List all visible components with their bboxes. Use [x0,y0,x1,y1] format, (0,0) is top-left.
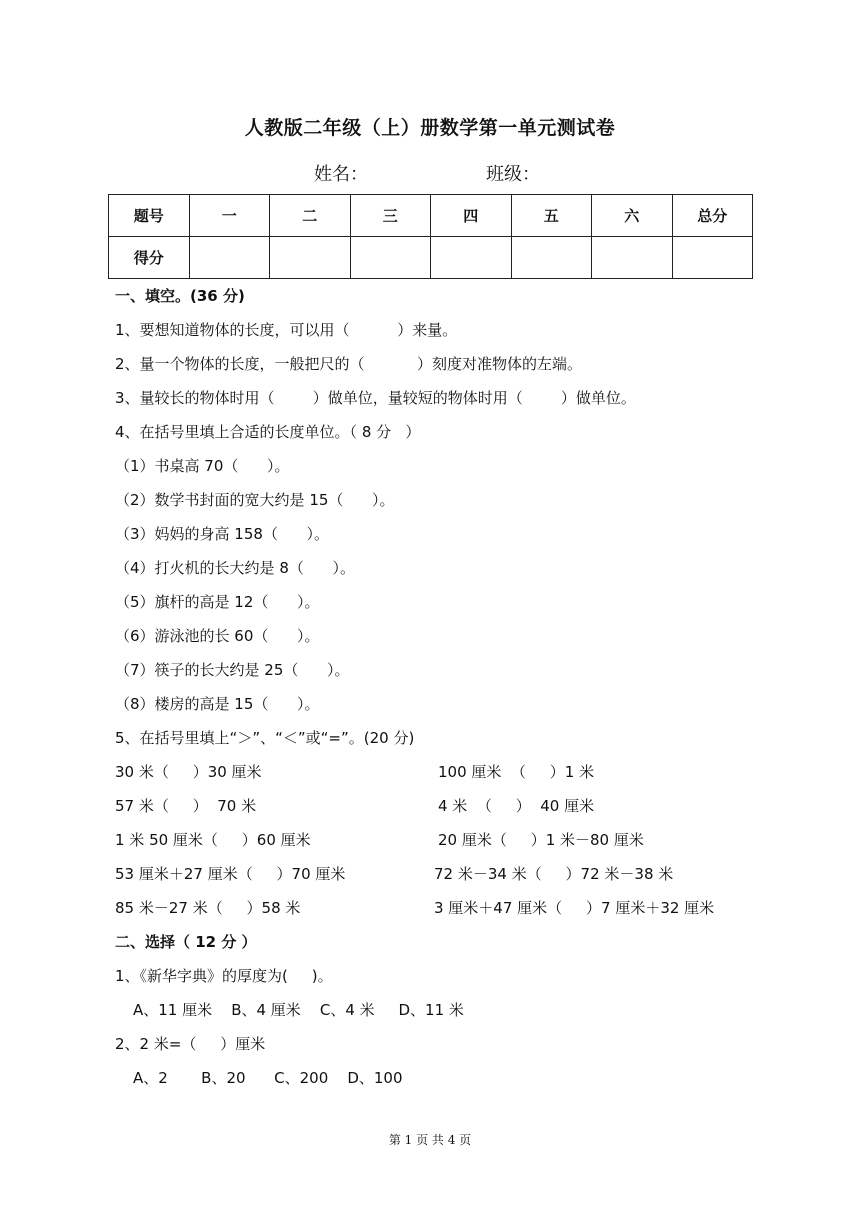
header-cell: 二 [270,195,351,237]
q4-item: （7）筷子的长大约是 25（ ）。 [115,661,350,679]
question-1-2: 2、量一个物体的长度，一般把尺的（ ）刻度对准物体的左端。 [115,355,582,373]
question-1-5: 5、在括号里填上“＞”、“＜”或“=”。(20 分) [115,729,415,747]
question-2-2: 2、2 米=（ ）厘米 [115,1035,266,1053]
header-cell: 四 [431,195,512,237]
score-cell [592,237,673,279]
q4-item: （4）打火机的长大约是 8（ ）。 [115,559,355,577]
header-cell: 一 [189,195,270,237]
q4-item: （5）旗杆的高是 12（ ）。 [115,593,320,611]
compare-item-right: 100 厘米 （ ）1 米 [438,763,595,781]
compare-item-left: 85 米－27 米（ ）58 米 [115,899,301,917]
score-cell [189,237,270,279]
question-1-3: 3、量较长的物体时用（ ）做单位，量较短的物体时用（ ）做单位。 [115,389,636,407]
score-cell [511,237,592,279]
score-cell [350,237,431,279]
page-footer: 第 1 页 共 4 页 [388,1133,472,1147]
compare-item-right: 3 厘米＋47 厘米（ ）7 厘米＋32 厘米 [434,899,715,917]
row-label-cell: 得分 [109,237,190,279]
score-cell [672,237,753,279]
question-2-2-options: A、2 B、20 C、200 D、100 [133,1069,403,1087]
score-table-score-row [109,237,753,279]
compare-item-right: 20 厘米（ ）1 米－80 厘米 [438,831,644,849]
compare-item-left: 1 米 50 厘米（ ）60 厘米 [115,831,311,849]
compare-item-right: 72 米－34 米（ ）72 米－38 米 [434,865,674,883]
header-cell: 三 [350,195,431,237]
compare-item-left: 57 米（ ） 70 米 [115,797,257,815]
q4-item: （3）妈妈的身高 158（ ）。 [115,525,330,543]
name-label: 姓名： [314,164,368,185]
q4-item: （6）游泳池的长 60（ ）。 [115,627,320,645]
compare-item-right: 4 米 （ ） 40 厘米 [438,797,595,815]
header-cell: 题号 [109,195,190,237]
question-2-1: 1、《新华字典》的厚度为( )。 [115,967,333,985]
header-cell: 六 [592,195,673,237]
header-cell: 总分 [672,195,753,237]
q4-item: （2）数学书封面的宽大约是 15（ ）。 [115,491,395,509]
page-title: 人教版二年级（上）册数学第一单元测试卷 [244,117,616,139]
section1-heading: 一、填空。(36 分) [115,287,245,305]
class-label: 班级： [486,164,540,185]
score-cell [431,237,512,279]
header-cell: 五 [511,195,592,237]
score-table [108,194,753,279]
score-cell [270,237,351,279]
section2-heading: 二、选择（ 12 分 ） [115,933,257,951]
question-1-1: 1、要想知道物体的长度，可以用（ ）来量。 [115,321,458,339]
score-table-header-row [109,195,753,237]
q4-item: （8）楼房的高是 15（ ）。 [115,695,320,713]
compare-item-left: 30 米（ ）30 厘米 [115,763,262,781]
question-2-1-options: A、11 厘米 B、4 厘米 C、4 米 D、11 米 [133,1001,464,1019]
question-1-4: 4、在括号里填上合适的长度单位。（ 8 分 ） [115,423,421,441]
compare-item-left: 53 厘米＋27 厘米（ ）70 厘米 [115,865,346,883]
q4-item: （1）书桌高 70（ ）。 [115,457,290,475]
